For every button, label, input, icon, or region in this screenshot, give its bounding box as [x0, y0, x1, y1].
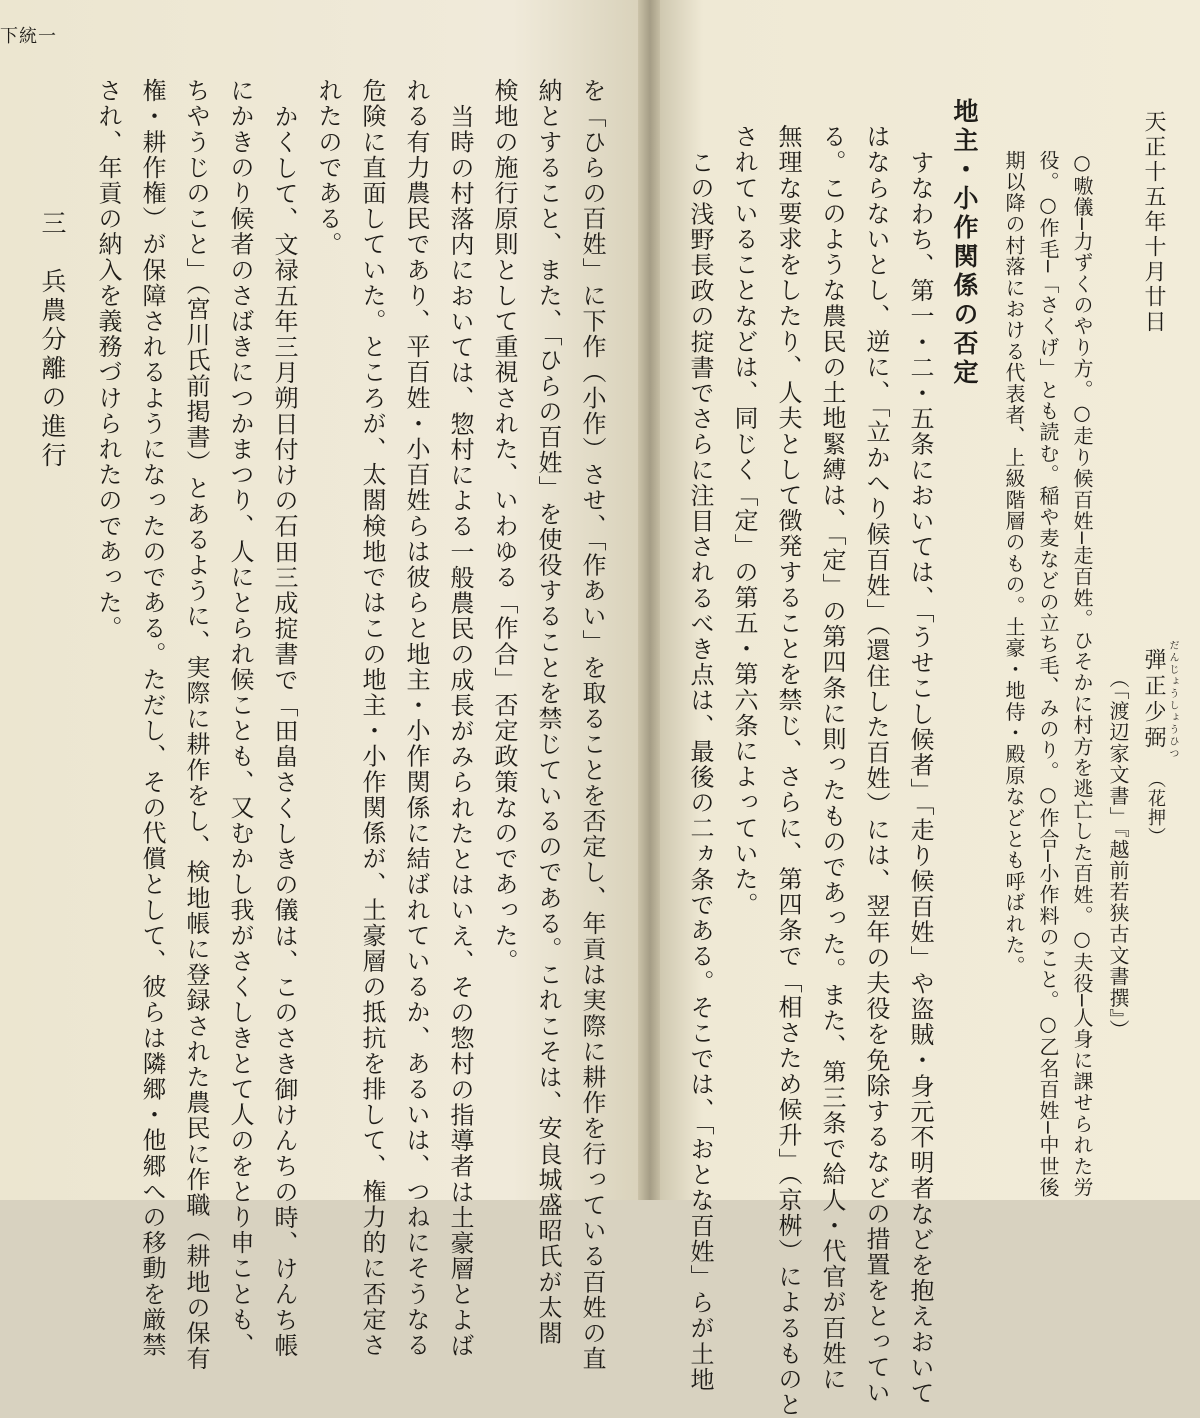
date-line: 天正十五年十月廿日: [1141, 110, 1166, 335]
right-body-line-1: すなわち、第一・二・五条においては、「うせこし候者」「走り候百姓」や盗賊・身元不明者などを抱えおいて: [906, 150, 934, 1406]
note-line-b: 役。○作毛─「さくげ」とも読む。稲や麦などの立ち毛、みのり。○作合─小作料のこと。○乙名百姓─中世後: [1036, 150, 1060, 1199]
left-body-line-8: かくして、文禄五年三月朔日付けの石田三成掟書で「田畠さくしきの儀は、このさき御けんちの時、けんち帳: [270, 104, 298, 1359]
left-body-line-1: を「ひらの百姓」に下作（小作）させ、「作あい」を取ることを否定し、年貢は実際に耕作を行っている百姓の直: [578, 78, 606, 1372]
signature-ruby: だんじょうしょうひつ: [1167, 640, 1178, 760]
left-body-line-5: れる有力農民であり、平百姓・小百姓らは彼らと地主・小作関係に結ばれているか、あるいは、つねにそうなる: [402, 78, 430, 1358]
signature-name: 弾正少弼: [1141, 648, 1166, 752]
running-header: 下統一: [0, 26, 57, 47]
signature-mark: （花押）: [1145, 770, 1166, 846]
source-citation: （「渡辺家文書」『越前若狭古文書撰』）: [1106, 668, 1130, 1041]
right-body-line-6: この浅野長政の掟書でさらに注目されるべき点は、最後の二ヵ条である。そこでは、「おとな百姓」らが土地: [686, 150, 714, 1393]
left-body-line-12: され、年貢の納入を義務づけられたのであった。: [94, 78, 122, 642]
left-body-line-9: にかきのり候者のさばきにつかまつり、人にとられ候ことも、又むかし我がさくしきとて人のをとり申ことも、: [226, 78, 254, 1358]
right-body-line-2: はならないとし、逆に、「立かへり候百姓」（還住した百姓）には、翌年の夫役を免除するなどの措置をとってい: [862, 124, 890, 1406]
left-body-line-3: 検地の施行原則として重視された、いわゆる「作合」否定政策なのであった。: [490, 78, 518, 974]
right-body-line-4: 無理な要求をしたり、人夫として徴発することを禁じ、さらに、第四条で「相さため候升」（京桝）によるものと: [774, 124, 802, 1418]
right-body-line-3: る。このような農民の土地緊縛は、「定」の第四条に則ったものであった。また、第三条で給人・代官が百姓に: [818, 124, 846, 1392]
note-line-c: 期以降の村落における代表者、上級階層のもの。土豪・地侍・殿原などとも呼ばれた。: [1002, 150, 1026, 977]
left-body-line-6: 危険に直面していた。ところが、太閤検地ではこの地主・小作関係が、土豪層の抵抗を排して、権力的に否定さ: [358, 78, 386, 1358]
right-page: [660, 0, 1200, 1418]
left-body-line-7: れたのである。: [314, 78, 342, 258]
book-gutter: [638, 0, 662, 1200]
left-body-line-10: ちやうじのこと」（宮川氏前掲書）とあるように、実際に耕作をし、検地帳に登録された農民に作職（耕地の保有: [182, 78, 210, 1372]
left-body-line-2: 納とすること、また、「ひらの百姓」を使役することを禁じているのである。これこそは、安良城盛昭氏が太閤: [534, 78, 562, 1346]
right-body-line-5: されていることなどは、同じく「定」の第五・第六条によっていた。: [730, 124, 758, 918]
note-line-a: ○嗷儀─力ずくのやり方。○走り候百姓─走百姓。ひそかに村方を逃亡した百姓。○夫役─人身に課せられた労: [1070, 150, 1094, 1199]
section-heading: 三 兵農分離の進行: [38, 210, 67, 471]
left-body-line-4: 当時の村落内においては、惣村による一般農民の成長がみられたとはいえ、その惣村の指導者は土豪層とよば: [446, 104, 474, 1359]
left-body-line-11: 権・耕作権）が保障されるようになったのである。ただし、その代償として、彼らは隣郷・他郷への移動を厳禁: [138, 78, 166, 1358]
section-title: 地主・小作関係の否定: [950, 98, 979, 388]
